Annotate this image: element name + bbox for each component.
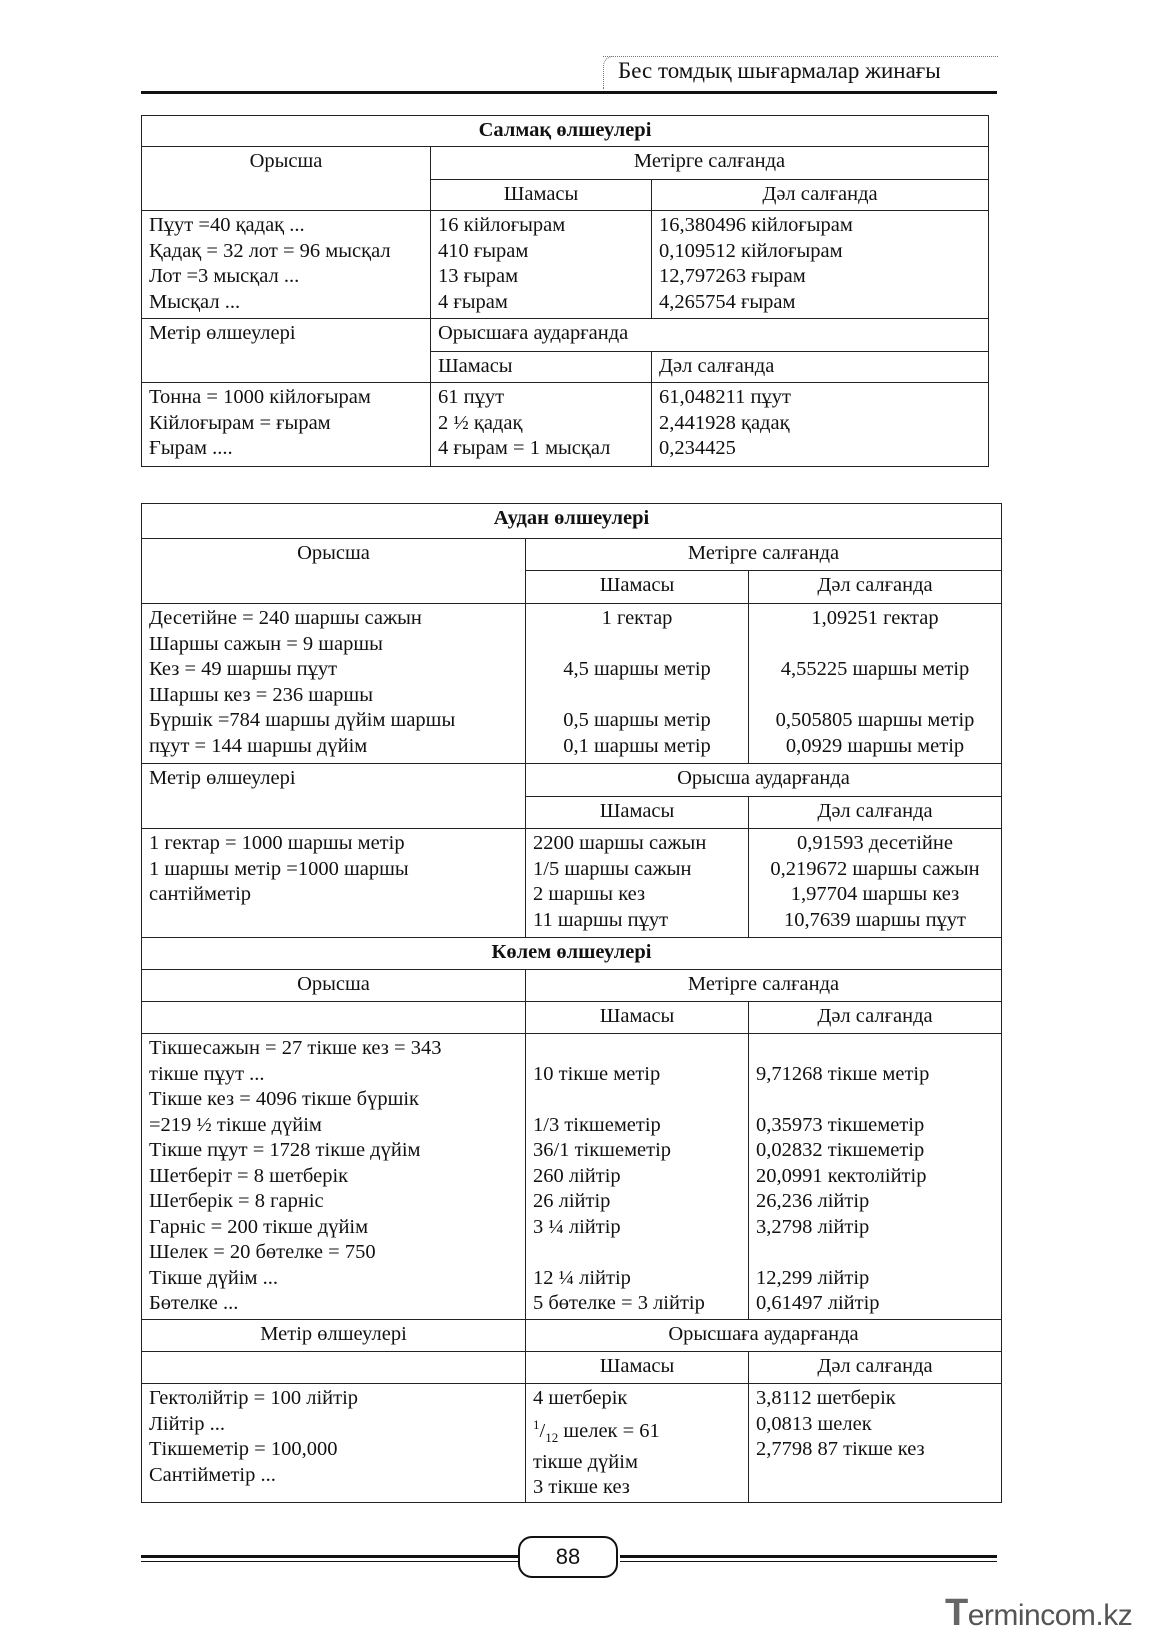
list-item: 0,91593 десетійне [797, 832, 953, 854]
empty-header-cell [142, 1002, 526, 1034]
list-item: 2200 шаршы сажын [533, 832, 707, 854]
list-item: 0,109512 кійлоғырам [659, 239, 843, 262]
list-item: 410 ғырам [438, 239, 529, 262]
column-header-to-russian: Орысшаға аударғанда [526, 1320, 1002, 1352]
page-number: 88 [518, 1536, 618, 1578]
table-title: Аудан өлшеулері [142, 504, 1002, 539]
list-item: пұут = 144 шаршы дүйім [149, 734, 368, 757]
column-header-approx: Шамасы [526, 797, 749, 829]
list-item: 16,380496 кійлоғырам [659, 214, 853, 236]
fraction-numerator: 1 [533, 1416, 540, 1432]
list-item: 0,1 шаршы метір [563, 734, 711, 757]
column-header-to-russian: Орысшаға аударғанда [431, 319, 989, 352]
list-item: 0,505805 шаршы метір [775, 709, 975, 731]
list-item: 12,797263 ғырам [659, 265, 806, 287]
list-item: 4 ғырам = 1 мысқал [438, 437, 611, 459]
column-header-to-russian: Орысша аударғанда [526, 764, 1002, 797]
list-item: 16 кійлоғырам [438, 214, 566, 236]
list-item [756, 1036, 994, 1062]
list-item: Лійтір ... [149, 1412, 225, 1435]
list-item: 12,299 лійтір [756, 1266, 870, 1289]
approx-values-cell [431, 383, 652, 467]
list-item: Тікше пұут = 1728 тікше дүйім [149, 1139, 421, 1161]
list-item: 2,441928 қадақ [659, 411, 790, 434]
approx-values-cell [526, 604, 749, 764]
watermark-initial: T [945, 1592, 968, 1634]
list-item: Кійлоғырам = ғырам [149, 411, 331, 434]
list-item [533, 683, 741, 709]
column-header-exact: Дәл салғанда [652, 352, 989, 383]
footer-rule-right [620, 1555, 997, 1562]
list-item: 1,97704 шаршы кез [790, 883, 960, 905]
list-item: Бөтелке ... [149, 1292, 239, 1314]
column-header-metric-units: Метір өлшеулері [142, 319, 431, 383]
list-item: тікше пұут ... [149, 1062, 265, 1085]
list-item: 4,55225 шаршы метір [780, 658, 970, 680]
column-header-exact: Дәл салғанда [749, 1002, 1002, 1034]
column-header-russian: Орысша [142, 539, 526, 604]
metric-units-cell [142, 1384, 526, 1503]
metric-units-cell [142, 383, 431, 467]
header-ornament [603, 56, 614, 89]
list-item: 26 лійтір [533, 1190, 611, 1212]
list-item: 3 ¼ лійтір [533, 1215, 621, 1238]
list-item: Мысқал ... [149, 290, 241, 313]
fraction-denominator: 12 [545, 1429, 559, 1445]
list-item: 26,236 лійтір [756, 1190, 870, 1212]
list-item: 1 шаршы метір =1000 шаршы [149, 857, 409, 880]
weight-measures-table [141, 115, 989, 467]
list-item [756, 1087, 994, 1113]
header-rule [141, 91, 997, 94]
watermark-text: ermincom.kz [967, 1599, 1133, 1632]
column-header-metric-units: Метір өлшеулері [142, 1320, 526, 1352]
list-item [756, 632, 994, 658]
list-item: 4,5 шаршы метір [563, 658, 711, 680]
list-item: 1 гектар [601, 607, 673, 629]
list-item: 3,2798 лійтір [756, 1215, 870, 1238]
list-item: Шаршы кез = 236 шаршы [149, 683, 373, 706]
list-item: 36/1 тікшеметір [533, 1139, 672, 1161]
list-item: 4 шетберік [533, 1387, 628, 1409]
approx-values-cell [526, 1034, 749, 1320]
list-item [756, 1240, 994, 1266]
list-item: 5 бөтелке = 3 лійтір [533, 1292, 705, 1314]
list-item: 2,7798 87 тікше кез [756, 1438, 925, 1460]
column-header-approx: Шамасы [526, 1002, 749, 1034]
column-header-exact: Дәл салғанда [749, 1352, 1002, 1384]
column-header-approx: Шамасы [526, 1352, 749, 1384]
list-item: 4 ғырам [438, 290, 508, 313]
list-item: 260 лійтір [533, 1164, 621, 1187]
list-item: 0,0813 шелек [756, 1412, 872, 1435]
list-item: сантійметір [149, 883, 252, 905]
running-header-title: Бес томдық шығармалар жинағы [618, 58, 941, 83]
list-item: 61,048211 пұут [659, 386, 791, 408]
list-item: 61 пұут [438, 386, 505, 408]
header-dotted-line [603, 56, 998, 57]
list-item [533, 632, 741, 658]
list-item: 20,0991 кектолійтір [756, 1164, 927, 1187]
list-item: 10,7639 шаршы пұут [784, 908, 966, 931]
column-header-approx: Шамасы [431, 180, 652, 211]
list-item: Гарніс = 200 тікше дүйім [149, 1215, 369, 1238]
list-item: 1,09251 гектар [811, 607, 939, 629]
list-item: 11 шаршы пұут [533, 908, 669, 931]
table-title: Салмақ өлшеулері [142, 116, 989, 147]
list-item: 4,265754 ғырам [659, 290, 796, 313]
exact-values-cell [749, 604, 1002, 764]
list-item: Ғырам .... [149, 437, 233, 459]
list-item: 0,61497 лійтір [756, 1292, 880, 1314]
list-item [756, 683, 994, 709]
list-item: $^1/_{12}$ шелек = 61 [533, 1416, 660, 1445]
site-watermark-logo [945, 1592, 1132, 1635]
list-item: Тікшесажын = 27 тікше кез = 343 [149, 1037, 442, 1059]
metric-units-cell [142, 829, 526, 938]
list-item: 1/5 шаршы сажын [533, 857, 692, 880]
list-item: 0,02832 тікшеметір [756, 1139, 925, 1161]
list-item: 9,71268 тікше метір [756, 1062, 930, 1085]
list-item: =219 ½ тікше дүйім [149, 1113, 322, 1136]
list-item: Қадақ = 32 лот = 96 мысқал [149, 239, 391, 262]
list-item-text: шелек = 61 [558, 1419, 660, 1442]
empty-header-cell [142, 1352, 526, 1384]
list-item [533, 1087, 741, 1113]
column-header-approx: Шамасы [431, 352, 652, 383]
column-header-russian: Орысша [142, 970, 526, 1002]
approx-values-cell [526, 829, 749, 938]
list-item: Гектолійтір = 100 лійтір [149, 1387, 359, 1409]
list-item: 10 тікше метір [533, 1062, 661, 1085]
list-item: 2 ½ қадақ [438, 411, 523, 434]
list-item: 3,8112 шетберік [756, 1387, 896, 1409]
list-item: Бүршік =784 шаршы дүйім шаршы [149, 709, 456, 731]
list-item: 3 тікше кез [533, 1476, 630, 1499]
list-item: 0,0929 шаршы метір [785, 734, 965, 757]
column-header-metric-units: Метір өлшеулері [142, 764, 526, 829]
list-item: 0,35973 тікшеметір [756, 1113, 925, 1136]
approx-values-cell [431, 211, 652, 319]
list-item: Лот =3 мысқал ... [149, 265, 300, 287]
list-item: 1 гектар = 1000 шаршы метір [149, 832, 405, 854]
list-item: Тікше дүйім ... [149, 1266, 279, 1289]
russian-units-cell [142, 211, 431, 319]
area-volume-measures-table [141, 503, 1002, 1503]
list-item: 0,219672 шаршы сажын [770, 857, 980, 880]
column-header-exact: Дәл салғанда [749, 571, 1002, 604]
list-item: Тікше кез = 4096 тікше бүршік [149, 1088, 420, 1110]
column-header-metric: Метірге салғанда [431, 147, 989, 180]
exact-values-cell [749, 1034, 1002, 1320]
list-item: 12 ¼ лійтір [533, 1266, 631, 1289]
list-item: Шетберік = 8 гарніс [149, 1190, 324, 1212]
list-item: Пұут =40 қадақ ... [149, 214, 305, 236]
list-item: тікше дүйім [533, 1450, 638, 1473]
russian-units-cell [142, 604, 526, 764]
list-item: Шелек = 20 бөтелке = 750 [149, 1241, 376, 1263]
list-item: Шаршы сажын = 9 шаршы [149, 632, 383, 655]
column-header-metric: Метірге салғанда [526, 539, 1002, 571]
column-header-exact: Дәл салғанда [749, 797, 1002, 829]
exact-values-cell [749, 1384, 1002, 1503]
exact-values-cell [749, 829, 1002, 938]
list-item: 0,5 шаршы метір [563, 709, 711, 731]
russian-units-cell [142, 1034, 526, 1320]
list-item: Десетійне = 240 шаршы сажын [149, 607, 422, 629]
list-item: Кез = 49 шаршы пұут [149, 658, 338, 680]
exact-values-cell [652, 211, 989, 319]
list-item [533, 1036, 741, 1062]
list-item: Сантійметір ... [149, 1463, 276, 1486]
column-header-approx: Шамасы [526, 571, 749, 604]
table-title: Көлем өлшеулері [142, 938, 1002, 970]
list-item: 13 ғырам [438, 265, 519, 287]
list-item: 2 шаршы кез [533, 883, 646, 905]
column-header-metric: Метірге салғанда [526, 970, 1002, 1002]
list-item: Шетберіт = 8 шетберік [149, 1164, 349, 1187]
column-header-russian: Орысша [142, 147, 431, 211]
column-header-exact: Дәл салғанда [652, 180, 989, 211]
footer-rule-left [141, 1555, 521, 1562]
list-item: Тікшеметір = 100,000 [149, 1438, 338, 1460]
list-item: Тонна = 1000 кійлоғырам [149, 386, 371, 408]
list-item: 0,234425 [659, 437, 736, 459]
list-item [533, 1240, 741, 1266]
exact-values-cell [652, 383, 989, 467]
list-item: 1/3 тікшеметір [533, 1113, 661, 1136]
approx-values-cell [526, 1384, 749, 1503]
